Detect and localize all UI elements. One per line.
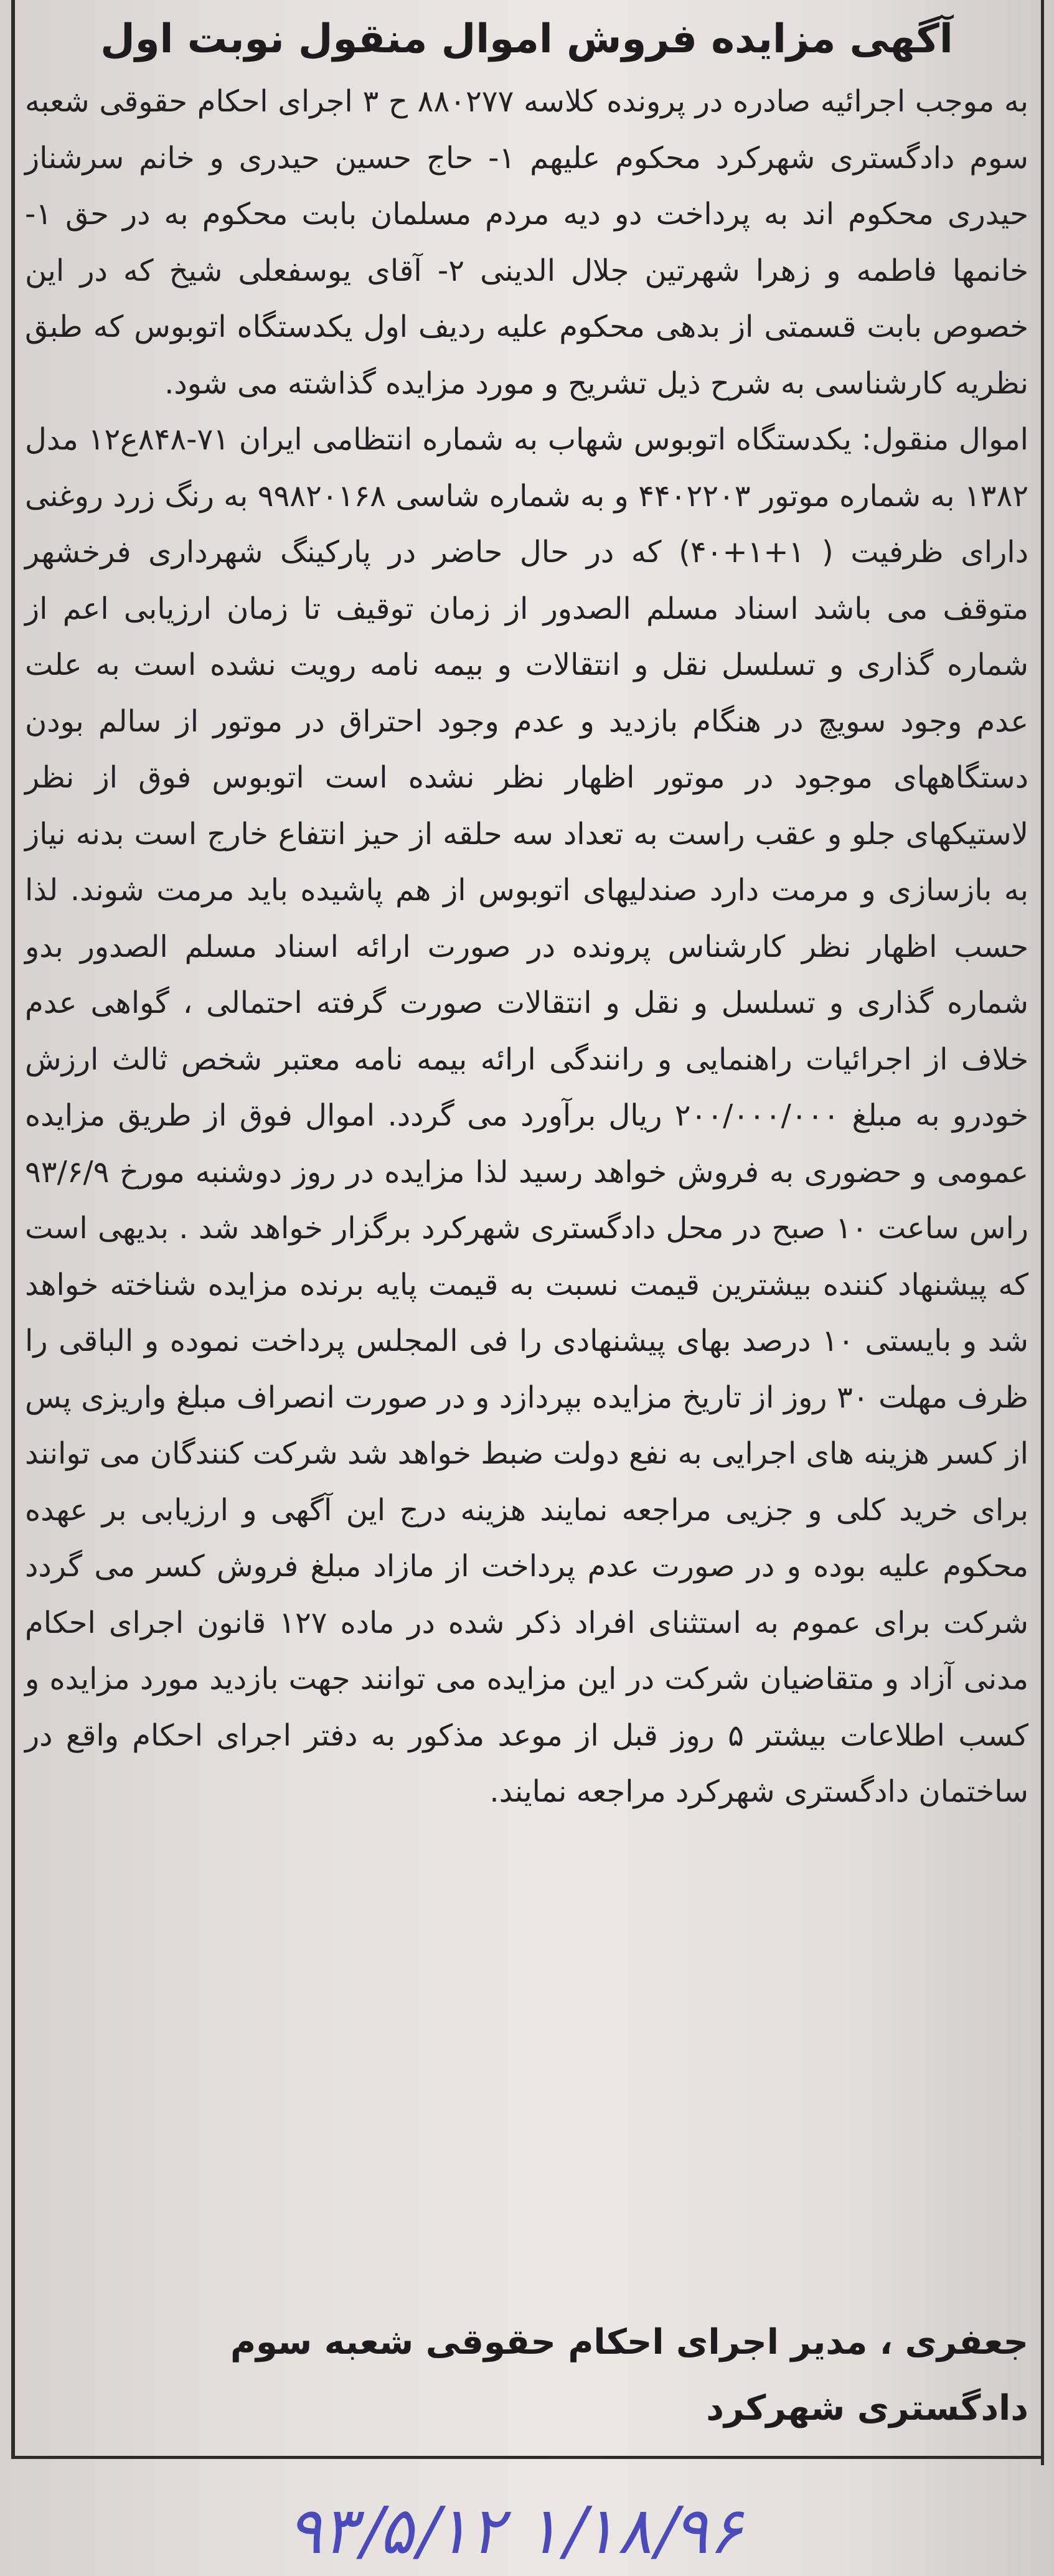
notice-title: آگهی مزایده فروش اموال منقول نوبت اول: [100, 16, 953, 62]
signature-court: دادگستری شهرکرد: [706, 2388, 1028, 2428]
bottom-border-rule: [11, 2456, 1044, 2459]
signature-name-title: جعفری ، مدیر اجرای احکام حقوقی شعبه سوم: [230, 2322, 1028, 2362]
left-border-rule: [11, 0, 15, 2459]
notice-signature: [25, 2310, 1028, 2442]
handwritten-date-note: ۹۳/۵/۱۲ ۱/۱۸/۹۶: [285, 2493, 756, 2569]
notice-body: [25, 73, 1028, 1820]
notice-details-paragraph: اموال منقول: یکدستگاه اتوبوس شهاب به شماره انتظامی ایران ۷۱-۸۴۸ع۱۲ مدل ۱۳۸۲ به شماره موتور ۴۴۰۲۲۰۳ و به شماره شاسی ۹۹۸۲۰۱۶۸ به رنگ زرد روغنی دارای ظرفیت ( ۱+۱+۴۰) که در حال حاضر در پارکینگ شهرداری فرخشهر متوقف می باشد اسناد مسلم الصدور از زمان توقیف تا زمان ارزیابی اعم از شماره گذاری و تسلسل نقل و انتقالات و بیمه نامه رویت نشده است به علت عدم وجود سویچ در هنگام بازدید و عدم وجود احتراق در موتور از سالم بودن دستگاههای موجود در موتور اظهار نظر نشده است اتوبوس فوق از نظر لاستیکهای جلو و عقب راست به تعداد سه حلقه از حیز انتفاع خارج است بدنه نیاز به بازسازی و مرمت دارد صندلیهای اتوبوس از هم پاشیده باید مرمت شوند. لذا حسب اظهار نظر کارشناس پرونده در صورت ارائه اسناد مسلم الصدور بدو شماره گذاری و تسلسل و نقل و انتقالات صورت گرفته احتمالی ، گواهی عدم خلاف از اجرائیات راهنمایی و رانندگی ارائه بیمه نامه معتبر شخص ثالث ارزش خودرو به مبلغ ۲۰۰/۰۰۰/۰۰۰ ریال برآورد می گردد. اموال فوق از طریق مزایده عمومی و حضوری به فروش خواهد رسید لذا مزایده در روز دوشنبه مورخ ۹۳/۶/۹ راس ساعت ۱۰ صبح در محل دادگستری شهرکرد برگزار خواهد شد . بدیهی است که پیشنهاد کننده بیشترین قیمت نسبت به قیمت پایه برنده مزایده شناخته خواهد شد و بایستی ۱۰ درصد بهای پیشنهادی را فی المجلس پرداخت نموده و الباقی را ظرف مهلت ۳۰ روز از تاریخ مزایده بپردازد و در صورت انصراف مبلغ واریزی پس از کسر هزینه های اجرایی به نفع دولت ضبط خواهد شد شرکت کنندگان می توانند برای خرید کلی و جزیی مراجعه نمایند هزینه درج این آگهی و ارزیابی بر عهده محکوم علیه بوده و در صورت عدم پرداخت از مازاد مبلغ فروش کسر می گردد شرکت برای عموم به استثنای افراد ذکر شده در ماده ۱۲۷ قانون اجرای احکام مدنی آزاد و متقاضیان شرکت در این مزایده می توانند جهت بازدید مورد مزایده و کسب اطلاعات بیشتر ۵ روز قبل از موعد مذکور به دفتر اجرای احکام واقع در ساختمان دادگستری شهرکرد مراجعه نمایند.: [25, 422, 1029, 1809]
notice-intro-paragraph: به موجب اجرائیه صادره در پرونده کلاسه ۸۸۰۲۷۷ ح ۳ اجرای احکام حقوقی شعبه سوم دادگستری شهرکرد محکوم علیهم ۱- حاج حسین حیدری و خانم سرشناز حیدری محکوم اند به پرداخت دو دیه مردم مسلمان بابت محکوم به در حق ۱- خانمها فاطمه و زهرا شهرتین جلال الدینی ۲- آقای یوسفعلی شیخ که در این خصوص بابت قسمتی از بدهی محکوم علیه ردیف اول یکدستگاه اتوبوس که طبق نظریه کارشناسی به شرح ذیل تشریح و مورد مزایده گذاشته می شود.: [25, 84, 1029, 401]
right-border-rule: [1041, 0, 1044, 2465]
